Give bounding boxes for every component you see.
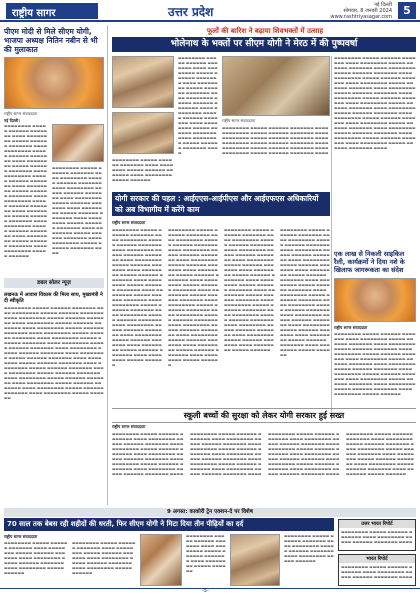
lead-photo-3 [112, 112, 174, 154]
right-story-byline: राष्ट्रीय सागर संवाददाता [334, 325, 368, 330]
right-story-photo [334, 278, 416, 322]
school-story-body-4: ▬▬▬▬▬▬▬▬ ▬▬▬▬▬ ▬▬▬▬▬▬ ▬▬▬▬▬▬▬ ▬▬▬▬ ▬▬▬▬▬▬▬▬ ▬▬▬▬▬ ▬▬▬▬▬▬ ▬▬▬▬▬▬▬ ▬▬▬▬ ▬▬▬▬▬▬▬▬ ▬▬▬▬▬ ▬▬▬▬▬▬ ▬▬▬▬▬▬▬ ▬▬▬▬ ▬▬▬▬▬▬▬▬ ▬▬▬▬▬ ▬▬▬▬▬▬ ▬▬▬▬▬▬▬ ▬▬▬▬ ▬▬▬▬▬▬▬▬ ▬▬▬▬▬ ▬▬▬▬▬▬ ▬▬▬▬▬▬▬ ▬▬▬▬ ▬▬▬▬▬▬▬▬ ▬▬▬▬▬ ▬▬▬▬▬▬ [346, 432, 414, 476]
right-story-body: ▬▬▬▬▬▬▬▬ ▬▬▬▬▬ ▬▬▬▬▬▬ ▬▬▬▬▬▬▬ ▬▬▬▬ ▬▬▬▬▬▬▬▬ ▬▬▬▬▬ ▬▬▬▬▬▬ ▬▬▬▬▬▬▬ ▬▬▬▬ ▬▬▬▬▬▬▬▬ ▬▬▬▬▬ ▬▬▬▬▬▬ ▬▬▬▬▬▬▬ ▬▬▬▬ ▬▬▬▬▬▬▬▬ ▬▬▬▬▬ ▬▬▬▬▬▬ ▬▬▬▬▬▬▬ ▬▬▬▬ ▬▬▬▬▬▬▬▬ ▬▬▬▬▬ ▬▬▬▬▬▬ ▬▬▬▬▬▬▬ ▬▬▬▬ ▬▬▬▬▬▬▬▬ ▬▬▬▬▬ ▬▬▬▬▬▬ ▬▬▬▬▬▬▬ ▬▬▬▬ ▬▬▬▬▬▬▬▬ ▬▬▬▬▬ ▬▬▬▬▬▬ ▬▬▬▬▬▬▬ ▬▬▬▬ ▬▬▬▬▬▬▬▬ ▬▬▬▬▬ ▬▬▬▬▬▬ ▬▬▬▬▬▬▬ ▬▬▬▬ ▬▬▬▬▬▬▬▬ ▬▬▬▬▬ ▬▬▬▬▬▬ ▬▬▬▬▬▬▬ ▬▬▬▬ ▬▬▬▬▬▬▬▬ ▬▬▬▬▬ ▬▬▬▬▬▬ [334, 332, 416, 396]
masthead [0, 0, 420, 22]
school-story-body-3: ▬▬▬▬▬▬▬▬ ▬▬▬▬▬ ▬▬▬▬▬▬ ▬▬▬▬▬▬▬ ▬▬▬▬ ▬▬▬▬▬▬▬▬ ▬▬▬▬▬ ▬▬▬▬▬▬ ▬▬▬▬▬▬▬ ▬▬▬▬ ▬▬▬▬▬▬▬▬ ▬▬▬▬▬ ▬▬▬▬▬▬ ▬▬▬▬▬▬▬ ▬▬▬▬ ▬▬▬▬▬▬▬▬ ▬▬▬▬▬ ▬▬▬▬▬▬ ▬▬▬▬▬▬▬ ▬▬▬▬ ▬▬▬▬▬▬▬▬ ▬▬▬▬▬ ▬▬▬▬▬▬ ▬▬▬▬▬▬▬ ▬▬▬▬ ▬▬▬▬▬▬▬▬ ▬▬▬▬▬ ▬▬▬▬▬▬ ▬▬▬▬▬▬▬ ▬▬▬▬ [268, 432, 340, 476]
lead-headline: भोलेनाथ के भक्तों पर सीएम योगी ने मेरठ में की पुष्पवर्षा [112, 37, 416, 52]
ad-body-1: ▬▬▬▬▬▬▬▬ ▬▬▬▬▬ ▬▬▬▬▬▬ ▬▬▬▬▬▬▬ ▬▬▬▬ ▬▬▬▬▬▬▬▬ ▬▬▬▬▬ ▬▬▬▬▬▬ ▬▬▬▬▬▬▬ ▬▬▬▬ [341, 530, 413, 544]
column-rule-left [107, 25, 108, 505]
school-story-headline: स्कूली बच्चों की सुरक्षा को लेकर योगी सरकार हुई सख्त [112, 408, 416, 423]
date-block [330, 2, 392, 20]
lead-body-3: ▬▬▬▬▬▬▬▬ ▬▬▬▬▬ ▬▬▬▬▬▬ ▬▬▬▬▬▬▬ ▬▬▬▬ ▬▬▬▬▬▬▬▬ ▬▬▬▬▬ ▬▬▬▬▬▬ ▬▬▬▬▬▬▬ ▬▬▬▬ ▬▬▬▬▬▬▬▬ ▬▬▬▬▬ ▬▬▬▬▬▬ [112, 158, 174, 182]
ad-box-2 [338, 554, 416, 586]
lead-body-4: ▬▬▬▬▬▬▬▬ ▬▬▬▬▬ ▬▬▬▬▬▬ ▬▬▬▬▬▬▬ ▬▬▬▬ ▬▬▬▬▬▬▬▬ ▬▬▬▬▬ ▬▬▬▬▬▬ ▬▬▬▬▬▬▬ ▬▬▬▬ ▬▬▬▬▬▬▬▬ ▬▬▬▬▬ ▬▬▬▬▬▬ ▬▬▬▬▬▬▬ ▬▬▬▬ ▬▬▬▬▬▬▬▬ ▬▬▬▬▬ ▬▬▬▬▬▬ ▬▬▬▬▬▬▬ ▬▬▬▬ ▬▬▬▬▬▬▬▬ ▬▬▬▬▬ ▬▬▬▬▬▬ ▬▬▬▬▬▬▬ ▬▬▬▬ ▬▬▬▬▬▬▬▬ ▬▬▬▬▬ ▬▬▬▬▬▬ ▬▬▬▬▬▬▬ ▬▬▬▬ [222, 126, 329, 155]
bottom-body-2: ▬▬▬▬▬▬▬▬ ▬▬▬▬▬ ▬▬▬▬▬▬ ▬▬▬▬▬▬▬ ▬▬▬▬ ▬▬▬▬▬▬▬▬ ▬▬▬▬▬ ▬▬▬▬▬▬ ▬▬▬▬▬▬▬ ▬▬▬▬ ▬▬▬▬▬▬▬▬ ▬▬▬▬▬ ▬▬▬▬▬▬ ▬▬▬▬▬▬▬ ▬▬▬▬ ▬▬▬▬▬▬▬▬ ▬▬▬▬▬ ▬▬▬▬▬▬ [72, 541, 136, 575]
left-story-body-1: ▬▬▬▬▬▬▬▬ ▬▬▬▬▬ ▬▬▬▬▬▬ ▬▬▬▬▬▬▬ ▬▬▬▬ ▬▬▬▬▬▬▬▬ ▬▬▬▬▬ ▬▬▬▬▬▬ ▬▬▬▬▬▬▬ ▬▬▬▬ ▬▬▬▬▬▬▬▬ ▬▬▬▬▬ ▬▬▬▬▬▬ ▬▬▬▬▬▬▬ ▬▬▬▬ ▬▬▬▬▬▬▬▬ ▬▬▬▬▬ ▬▬▬▬▬▬ ▬▬▬▬▬▬▬ ▬▬▬▬ ▬▬▬▬▬▬▬▬ ▬▬▬▬▬ ▬▬▬▬▬▬ ▬▬▬▬▬▬▬ ▬▬▬▬ ▬▬▬▬▬▬▬▬ ▬▬▬▬▬ ▬▬▬▬▬▬ ▬▬▬▬▬▬▬ ▬▬▬▬ ▬▬▬▬▬▬▬▬ ▬▬▬▬▬ ▬▬▬▬▬▬ ▬▬▬▬▬▬▬ ▬▬▬▬ ▬▬▬▬▬▬▬▬ ▬▬▬▬▬ ▬▬▬▬▬▬ ▬▬▬▬▬▬▬ ▬▬▬▬ ▬▬▬▬▬▬▬▬ ▬▬▬▬▬ ▬▬▬▬▬▬ ▬▬▬▬▬▬▬ ▬▬▬▬ ▬▬▬▬▬▬▬▬ ▬▬▬▬▬ ▬▬▬▬▬▬ ▬▬▬▬▬▬▬ ▬▬▬▬ ▬▬▬▬▬▬▬▬ ▬▬▬▬▬ ▬▬▬▬▬▬ [4, 124, 48, 258]
bottom-byline: राष्ट्रीय सागर संवाददाता [4, 534, 38, 539]
center-story-body-2: ▬▬▬▬▬▬▬▬ ▬▬▬▬▬ ▬▬▬▬▬▬ ▬▬▬▬▬▬▬ ▬▬▬▬ ▬▬▬▬▬▬▬▬ ▬▬▬▬▬ ▬▬▬▬▬▬ ▬▬▬▬▬▬▬ ▬▬▬▬ ▬▬▬▬▬▬▬▬ ▬▬▬▬▬ ▬▬▬▬▬▬ ▬▬▬▬▬▬▬ ▬▬▬▬ ▬▬▬▬▬▬▬▬ ▬▬▬▬▬ ▬▬▬▬▬▬ ▬▬▬▬▬▬▬ ▬▬▬▬ ▬▬▬▬▬▬▬▬ ▬▬▬▬▬ ▬▬▬▬▬▬ ▬▬▬▬▬▬▬ ▬▬▬▬ ▬▬▬▬▬▬▬▬ ▬▬▬▬▬ ▬▬▬▬▬▬ ▬▬▬▬▬▬▬ ▬▬▬▬ ▬▬▬▬▬▬▬▬ ▬▬▬▬▬ ▬▬▬▬▬▬ ▬▬▬▬▬▬▬ ▬▬▬▬ ▬▬▬▬▬▬▬▬ ▬▬▬▬▬ ▬▬▬▬▬▬ ▬▬▬▬▬▬▬ ▬▬▬▬ ▬▬▬▬▬▬▬▬ ▬▬▬▬▬ ▬▬▬▬▬▬ ▬▬▬▬▬▬▬ ▬▬▬▬ ▬▬▬▬▬▬▬▬ ▬▬▬▬▬ ▬▬▬▬▬▬ ▬▬▬▬▬▬▬ ▬▬▬▬ ▬▬▬▬▬▬▬▬ ▬▬▬▬▬ ▬▬▬▬▬▬ ▬▬▬▬▬▬▬ ▬▬▬▬ ▬▬▬▬▬▬▬▬ ▬▬▬▬▬ ▬▬▬▬▬▬ ▬▬▬▬▬▬▬ ▬▬▬▬ ▬▬▬▬▬▬▬▬ ▬▬▬▬▬ ▬▬▬▬▬▬ [168, 228, 219, 367]
left-story-dateline: नई दिल्ली। [4, 118, 20, 123]
bottom-body-4: ▬▬▬▬▬▬▬▬ ▬▬▬▬▬ ▬▬▬▬▬▬ ▬▬▬▬▬▬▬ ▬▬▬▬ ▬▬▬▬▬▬▬▬ ▬▬▬▬▬ ▬▬▬▬▬▬ ▬▬▬▬▬▬▬ ▬▬▬▬ ▬▬▬▬▬▬▬▬ ▬▬▬▬▬ ▬▬▬▬▬▬ [284, 534, 334, 563]
news-brief-body: ▬▬▬▬▬▬▬▬ ▬▬▬▬▬ ▬▬▬▬▬▬ ▬▬▬▬▬▬▬ ▬▬▬▬ ▬▬▬▬▬▬▬▬ ▬▬▬▬▬ ▬▬▬▬▬▬ ▬▬▬▬▬▬▬ ▬▬▬▬ ▬▬▬▬▬▬▬▬ ▬▬▬▬▬ ▬▬▬▬▬▬ ▬▬▬▬▬▬▬ ▬▬▬▬ ▬▬▬▬▬▬▬▬ ▬▬▬▬▬ ▬▬▬▬▬▬ ▬▬▬▬▬▬▬ ▬▬▬▬ ▬▬▬▬▬▬▬▬ ▬▬▬▬▬ ▬▬▬▬▬▬ ▬▬▬▬▬▬▬ ▬▬▬▬ ▬▬▬▬▬▬▬▬ ▬▬▬▬▬ ▬▬▬▬▬▬ ▬▬▬▬▬▬▬ ▬▬▬▬ ▬▬▬▬▬▬▬▬ ▬▬▬▬▬ ▬▬▬▬▬▬ ▬▬▬▬▬▬▬ ▬▬▬▬ ▬▬▬▬▬▬▬▬ ▬▬▬▬▬ ▬▬▬▬▬▬ ▬▬▬▬▬▬▬ ▬▬▬▬ ▬▬▬▬▬▬▬▬ ▬▬▬▬▬ ▬▬▬▬▬▬ ▬▬▬▬▬▬▬ ▬▬▬▬ ▬▬▬▬▬▬▬▬ ▬▬▬▬▬ ▬▬▬▬▬▬ ▬▬▬▬▬▬▬ ▬▬▬▬ ▬▬▬▬▬▬▬▬ ▬▬▬▬▬ ▬▬▬▬▬▬ ▬▬▬▬▬▬▬ ▬▬▬▬ ▬▬▬▬▬▬▬▬ ▬▬▬▬▬ ▬▬▬▬▬▬ ▬▬▬▬▬▬▬ ▬▬▬▬ ▬▬▬▬▬▬▬▬ ▬▬▬▬▬ ▬▬▬▬▬▬ ▬▬▬▬▬▬▬ ▬▬▬▬ ▬▬▬▬▬▬▬▬ ▬▬▬▬▬ ▬▬▬▬▬▬ ▬▬▬▬▬▬▬ ▬▬▬▬ ▬▬▬▬▬▬▬▬ ▬▬▬▬▬ ▬▬▬▬▬▬ ▬▬▬▬▬▬▬ ▬▬▬▬ ▬▬▬▬▬▬▬▬ ▬▬▬▬▬ ▬▬▬▬▬▬ ▬▬▬▬▬▬▬ ▬▬▬▬ ▬▬▬▬▬▬▬▬ ▬▬▬▬▬ ▬▬▬▬▬▬ [4, 306, 104, 400]
date-city: नई दिल्ली [374, 2, 392, 8]
center-story-body-1: ▬▬▬▬▬▬▬▬ ▬▬▬▬▬ ▬▬▬▬▬▬ ▬▬▬▬▬▬▬ ▬▬▬▬ ▬▬▬▬▬▬▬▬ ▬▬▬▬▬ ▬▬▬▬▬▬ ▬▬▬▬▬▬▬ ▬▬▬▬ ▬▬▬▬▬▬▬▬ ▬▬▬▬▬ ▬▬▬▬▬▬ ▬▬▬▬▬▬▬ ▬▬▬▬ ▬▬▬▬▬▬▬▬ ▬▬▬▬▬ ▬▬▬▬▬▬ ▬▬▬▬▬▬▬ ▬▬▬▬ ▬▬▬▬▬▬▬▬ ▬▬▬▬▬ ▬▬▬▬▬▬ ▬▬▬▬▬▬▬ ▬▬▬▬ ▬▬▬▬▬▬▬▬ ▬▬▬▬▬ ▬▬▬▬▬▬ ▬▬▬▬▬▬▬ ▬▬▬▬ ▬▬▬▬▬▬▬▬ ▬▬▬▬▬ ▬▬▬▬▬▬ ▬▬▬▬▬▬▬ ▬▬▬▬ ▬▬▬▬▬▬▬▬ ▬▬▬▬▬ ▬▬▬▬▬▬ ▬▬▬▬▬▬▬ ▬▬▬▬ ▬▬▬▬▬▬▬▬ ▬▬▬▬▬ ▬▬▬▬▬▬ ▬▬▬▬▬▬▬ ▬▬▬▬ ▬▬▬▬▬▬▬▬ ▬▬▬▬▬ ▬▬▬▬▬▬ ▬▬▬▬▬▬▬ ▬▬▬▬ ▬▬▬▬▬▬▬▬ ▬▬▬▬▬ ▬▬▬▬▬▬ ▬▬▬▬▬▬▬ ▬▬▬▬ ▬▬▬▬▬▬▬▬ ▬▬▬▬▬ ▬▬▬▬▬▬ ▬▬▬▬▬▬▬ ▬▬▬▬ ▬▬▬▬▬▬▬▬ ▬▬▬▬▬ ▬▬▬▬▬▬ [112, 228, 163, 367]
ad-box-1 [338, 519, 416, 551]
lead-body-2: ▬▬▬▬▬▬▬▬ ▬▬▬▬▬ ▬▬▬▬▬▬ ▬▬▬▬▬▬▬ ▬▬▬▬ ▬▬▬▬▬▬▬▬ ▬▬▬▬▬ ▬▬▬▬▬▬ ▬▬▬▬▬▬▬ ▬▬▬▬ ▬▬▬▬▬▬▬▬ ▬▬▬▬▬ ▬▬▬▬▬▬ ▬▬▬▬▬▬▬ ▬▬▬▬ ▬▬▬▬▬▬▬▬ ▬▬▬▬▬ ▬▬▬▬▬▬ ▬▬▬▬▬▬▬ ▬▬▬▬ ▬▬▬▬▬▬▬▬ ▬▬▬▬▬ ▬▬▬▬▬▬ ▬▬▬▬▬▬▬ ▬▬▬▬ ▬▬▬▬▬▬▬▬ ▬▬▬▬▬ ▬▬▬▬▬▬ ▬▬▬▬▬▬▬ ▬▬▬▬ ▬▬▬▬▬▬▬▬ ▬▬▬▬▬ ▬▬▬▬▬▬ ▬▬▬▬▬▬▬ ▬▬▬▬ ▬▬▬▬▬▬▬▬ ▬▬▬▬▬ ▬▬▬▬▬▬ ▬▬▬▬▬▬▬ ▬▬▬▬ ▬▬▬▬▬▬▬▬ ▬▬▬▬▬ ▬▬▬▬▬▬ ▬▬▬▬▬▬▬ ▬▬▬▬ ▬▬▬▬▬▬▬▬ ▬▬▬▬▬ ▬▬▬▬▬▬ ▬▬▬▬▬▬▬ ▬▬▬▬ ▬▬▬▬▬▬▬▬ ▬▬▬▬▬ ▬▬▬▬▬▬ ▬▬▬▬▬▬▬ ▬▬▬▬ ▬▬▬▬▬▬▬▬ ▬▬▬▬▬ ▬▬▬▬▬▬ ▬▬▬▬▬▬▬ ▬▬▬▬ ▬▬▬▬▬▬▬▬ ▬▬▬▬▬ ▬▬▬▬▬▬ ▬▬▬▬▬▬▬ ▬▬▬▬ ▬▬▬▬▬▬▬▬ ▬▬▬▬▬ ▬▬▬▬▬▬ ▬▬▬▬▬▬▬ ▬▬▬▬ [334, 56, 416, 150]
center-story-body-3: ▬▬▬▬▬▬▬▬ ▬▬▬▬▬ ▬▬▬▬▬▬ ▬▬▬▬▬▬▬ ▬▬▬▬ ▬▬▬▬▬▬▬▬ ▬▬▬▬▬ ▬▬▬▬▬▬ ▬▬▬▬▬▬▬ ▬▬▬▬ ▬▬▬▬▬▬▬▬ ▬▬▬▬▬ ▬▬▬▬▬▬ ▬▬▬▬▬▬▬ ▬▬▬▬ ▬▬▬▬▬▬▬▬ ▬▬▬▬▬ ▬▬▬▬▬▬ ▬▬▬▬▬▬▬ ▬▬▬▬ ▬▬▬▬▬▬▬▬ ▬▬▬▬▬ ▬▬▬▬▬▬ ▬▬▬▬▬▬▬ ▬▬▬▬ ▬▬▬▬▬▬▬▬ ▬▬▬▬▬ ▬▬▬▬▬▬ ▬▬▬▬▬▬▬ ▬▬▬▬ ▬▬▬▬▬▬▬▬ ▬▬▬▬▬ ▬▬▬▬▬▬ ▬▬▬▬▬▬▬ ▬▬▬▬ ▬▬▬▬▬▬▬▬ ▬▬▬▬▬ ▬▬▬▬▬▬ ▬▬▬▬▬▬▬ ▬▬▬▬ ▬▬▬▬▬▬▬▬ ▬▬▬▬▬ ▬▬▬▬▬▬ ▬▬▬▬▬▬▬ ▬▬▬▬ ▬▬▬▬▬▬▬▬ ▬▬▬▬▬ ▬▬▬▬▬▬ ▬▬▬▬▬▬▬ ▬▬▬▬ ▬▬▬▬▬▬▬▬ ▬▬▬▬▬ ▬▬▬▬▬▬ ▬▬▬▬▬▬▬ ▬▬▬▬ ▬▬▬▬▬▬▬▬ ▬▬▬▬▬ ▬▬▬▬▬▬ [224, 228, 275, 352]
left-story-photo-small [52, 124, 104, 162]
lead-caption: राष्ट्रीय सागर संवाददाता [222, 118, 256, 123]
right-story-headline: एक लाख से निकली साइकिल रैली, कार्यक्रमों ने दिया नशे के खिलाफ जागरूकता का संदेश [334, 250, 405, 274]
bottom-kicker: 9 अगस्त: काकोरी ट्रेन एक्शन-दे पर विशेष [4, 508, 416, 517]
footer-page-label: -5- [202, 588, 209, 594]
left-story-headline: पीएम मोदी से मिले सीएम योगी, भाजपा अध्यक्ष नितिन नबीन से भी की मुलाकात [4, 27, 98, 54]
lead-photo-1 [112, 56, 174, 108]
left-story-photo [4, 57, 104, 109]
bottom-headline: 70 साल तक बेबस रही शहीदों की धरती, फिर सीएम योगी ने मिटा दिया तीन पीढ़ियों का दर्द [4, 518, 334, 531]
news-brief-label: डबल सोलर न्यूज़ [4, 278, 104, 288]
lead-photo-2 [222, 56, 330, 116]
center-story-body-4: ▬▬▬▬▬▬▬▬ ▬▬▬▬▬ ▬▬▬▬▬▬ ▬▬▬▬▬▬▬ ▬▬▬▬ ▬▬▬▬▬▬▬▬ ▬▬▬▬▬ ▬▬▬▬▬▬ ▬▬▬▬▬▬▬ ▬▬▬▬ ▬▬▬▬▬▬▬▬ ▬▬▬▬▬ ▬▬▬▬▬▬ ▬▬▬▬▬▬▬ ▬▬▬▬ ▬▬▬▬▬▬▬▬ ▬▬▬▬▬ ▬▬▬▬▬▬ ▬▬▬▬▬▬▬ ▬▬▬▬ ▬▬▬▬▬▬▬▬ ▬▬▬▬▬ ▬▬▬▬▬▬ ▬▬▬▬▬▬▬ ▬▬▬▬ ▬▬▬▬▬▬▬▬ ▬▬▬▬▬ ▬▬▬▬▬▬ ▬▬▬▬▬▬▬ ▬▬▬▬ ▬▬▬▬▬▬▬▬ ▬▬▬▬▬ ▬▬▬▬▬▬ ▬▬▬▬▬▬▬ ▬▬▬▬ ▬▬▬▬▬▬▬▬ ▬▬▬▬▬ ▬▬▬▬▬▬ ▬▬▬▬▬▬▬ ▬▬▬▬ ▬▬▬▬▬▬▬▬ ▬▬▬▬▬ ▬▬▬▬▬▬ ▬▬▬▬▬▬▬ ▬▬▬▬ ▬▬▬▬▬▬▬▬ ▬▬▬▬▬ ▬▬▬▬▬▬ ▬▬▬▬▬▬▬ ▬▬▬▬ ▬▬▬▬▬▬▬▬ ▬▬▬▬▬ ▬▬▬▬▬▬ ▬▬▬▬▬▬▬ ▬▬▬▬ ▬▬▬▬▬▬▬▬ ▬▬▬▬▬ ▬▬▬▬▬▬ [280, 228, 330, 357]
school-story-body-2: ▬▬▬▬▬▬▬▬ ▬▬▬▬▬ ▬▬▬▬▬▬ ▬▬▬▬▬▬▬ ▬▬▬▬ ▬▬▬▬▬▬▬▬ ▬▬▬▬▬ ▬▬▬▬▬▬ ▬▬▬▬▬▬▬ ▬▬▬▬ ▬▬▬▬▬▬▬▬ ▬▬▬▬▬ ▬▬▬▬▬▬ ▬▬▬▬▬▬▬ ▬▬▬▬ ▬▬▬▬▬▬▬▬ ▬▬▬▬▬ ▬▬▬▬▬▬ ▬▬▬▬▬▬▬ ▬▬▬▬ ▬▬▬▬▬▬▬▬ ▬▬▬▬▬ ▬▬▬▬▬▬ ▬▬▬▬▬▬▬ ▬▬▬▬ ▬▬▬▬▬▬▬▬ ▬▬▬▬▬ ▬▬▬▬▬▬ ▬▬▬▬▬▬▬ ▬▬▬▬ [190, 432, 262, 476]
lead-body-1: ▬▬▬▬▬▬▬▬ ▬▬▬▬▬ ▬▬▬▬▬▬ ▬▬▬▬▬▬▬ ▬▬▬▬ ▬▬▬▬▬▬▬▬ ▬▬▬▬▬ ▬▬▬▬▬▬ ▬▬▬▬▬▬▬ ▬▬▬▬ ▬▬▬▬▬▬▬▬ ▬▬▬▬▬ ▬▬▬▬▬▬ ▬▬▬▬▬▬▬ ▬▬▬▬ ▬▬▬▬▬▬▬▬ ▬▬▬▬▬ ▬▬▬▬▬▬ ▬▬▬▬▬▬▬ ▬▬▬▬ ▬▬▬▬▬▬▬▬ ▬▬▬▬▬ ▬▬▬▬▬▬ ▬▬▬▬▬▬▬ ▬▬▬▬ ▬▬▬▬▬▬▬▬ ▬▬▬▬▬ ▬▬▬▬▬▬ ▬▬▬▬▬▬▬ ▬▬▬▬ ▬▬▬▬▬▬▬▬ ▬▬▬▬▬ ▬▬▬▬▬▬ ▬▬▬▬▬▬▬ ▬▬▬▬ [178, 56, 218, 155]
school-story-byline: राष्ट्रीय सागर संवाददाता [112, 424, 146, 429]
section-title: उत्तर प्रदेश [168, 5, 214, 19]
left-story-body-2: ▬▬▬▬▬▬▬▬ ▬▬▬▬▬ ▬▬▬▬▬▬ ▬▬▬▬▬▬▬ ▬▬▬▬ ▬▬▬▬▬▬▬▬ ▬▬▬▬▬ ▬▬▬▬▬▬ ▬▬▬▬▬▬▬ ▬▬▬▬ ▬▬▬▬▬▬▬▬ ▬▬▬▬▬ ▬▬▬▬▬▬ ▬▬▬▬▬▬▬ ▬▬▬▬ ▬▬▬▬▬▬▬▬ ▬▬▬▬▬ ▬▬▬▬▬▬ ▬▬▬▬▬▬▬ ▬▬▬▬ ▬▬▬▬▬▬▬▬ ▬▬▬▬▬ ▬▬▬▬▬▬ ▬▬▬▬▬▬▬ ▬▬▬▬ ▬▬▬▬▬▬▬▬ ▬▬▬▬▬ ▬▬▬▬▬▬ ▬▬▬▬▬▬▬ ▬▬▬▬ ▬▬▬▬▬▬▬▬ ▬▬▬▬▬ ▬▬▬▬▬▬ ▬▬▬▬▬▬▬ ▬▬▬▬ ▬▬▬▬▬▬▬▬ ▬▬▬▬▬ ▬▬▬▬▬▬ ▬▬▬▬▬▬▬ ▬▬▬▬ [52, 166, 103, 255]
footer-rule [0, 588, 420, 589]
date-day: सोमवार, 8 जनवरी 2024 [343, 8, 392, 14]
bottom-body-3: ▬▬▬▬▬▬▬▬ ▬▬▬▬▬ ▬▬▬▬▬▬ ▬▬▬▬▬▬▬ ▬▬▬▬ ▬▬▬▬▬▬▬▬ ▬▬▬▬▬ ▬▬▬▬▬▬ ▬▬▬▬▬▬▬ ▬▬▬▬ ▬▬▬▬▬▬▬▬ ▬▬▬▬▬ ▬▬▬▬▬▬ [186, 534, 226, 573]
center-story-headline: योगी सरकार की पहल : आईएएस-आईपीएस और आईएफएस अधिकारियों को अब विभागीय में करेंगे काम [112, 192, 330, 216]
ad-title-1: उत्तर भारत रिपोर्ट [339, 520, 415, 528]
page-number: 5 [398, 2, 416, 19]
news-brief-headline: लखनऊ में आवास विकास की मिला साथ, मुख्यमंत्री ने दी स्वीकृति [4, 292, 103, 304]
bottom-photo-1 [140, 534, 182, 586]
ad-title-2: भारत रिपोर्ट [339, 555, 415, 563]
bottom-body-1: ▬▬▬▬▬▬▬▬ ▬▬▬▬▬ ▬▬▬▬▬▬ ▬▬▬▬▬▬▬ ▬▬▬▬ ▬▬▬▬▬▬▬▬ ▬▬▬▬▬ ▬▬▬▬▬▬ ▬▬▬▬▬▬▬ ▬▬▬▬ ▬▬▬▬▬▬▬▬ ▬▬▬▬▬ ▬▬▬▬▬▬ ▬▬▬▬▬▬▬ ▬▬▬▬ ▬▬▬▬▬▬▬▬ ▬▬▬▬▬ ▬▬▬▬▬▬ [4, 541, 68, 575]
center-story-byline: राष्ट्रीय सागर संवाददाता [112, 220, 146, 225]
website: www.rashtriyasagar.com [330, 14, 392, 20]
lead-kicker: फूलों की बारिश ने बढ़ाया शिवभक्तों में उत्साह [206, 27, 324, 35]
school-story-body-1: ▬▬▬▬▬▬▬▬ ▬▬▬▬▬ ▬▬▬▬▬▬ ▬▬▬▬▬▬▬ ▬▬▬▬ ▬▬▬▬▬▬▬▬ ▬▬▬▬▬ ▬▬▬▬▬▬ ▬▬▬▬▬▬▬ ▬▬▬▬ ▬▬▬▬▬▬▬▬ ▬▬▬▬▬ ▬▬▬▬▬▬ ▬▬▬▬▬▬▬ ▬▬▬▬ ▬▬▬▬▬▬▬▬ ▬▬▬▬▬ ▬▬▬▬▬▬ ▬▬▬▬▬▬▬ ▬▬▬▬ ▬▬▬▬▬▬▬▬ ▬▬▬▬▬ ▬▬▬▬▬▬ ▬▬▬▬▬▬▬ ▬▬▬▬ ▬▬▬▬▬▬▬▬ ▬▬▬▬▬ ▬▬▬▬▬▬ ▬▬▬▬▬▬▬ ▬▬▬▬ [112, 432, 184, 476]
paper-name: राष्ट्रीय सागर [6, 3, 98, 19]
bottom-photo-2 [230, 534, 280, 586]
column-rule-right [331, 56, 332, 420]
left-story-caption: राष्ट्रीय सागर संवाददाता [4, 111, 38, 116]
ad-body-2: ▬▬▬▬▬▬▬▬ ▬▬▬▬▬ ▬▬▬▬▬▬ ▬▬▬▬▬▬▬ ▬▬▬▬ ▬▬▬▬▬▬▬▬ ▬▬▬▬▬ ▬▬▬▬▬▬ ▬▬▬▬▬▬▬ ▬▬▬▬ [341, 565, 413, 579]
